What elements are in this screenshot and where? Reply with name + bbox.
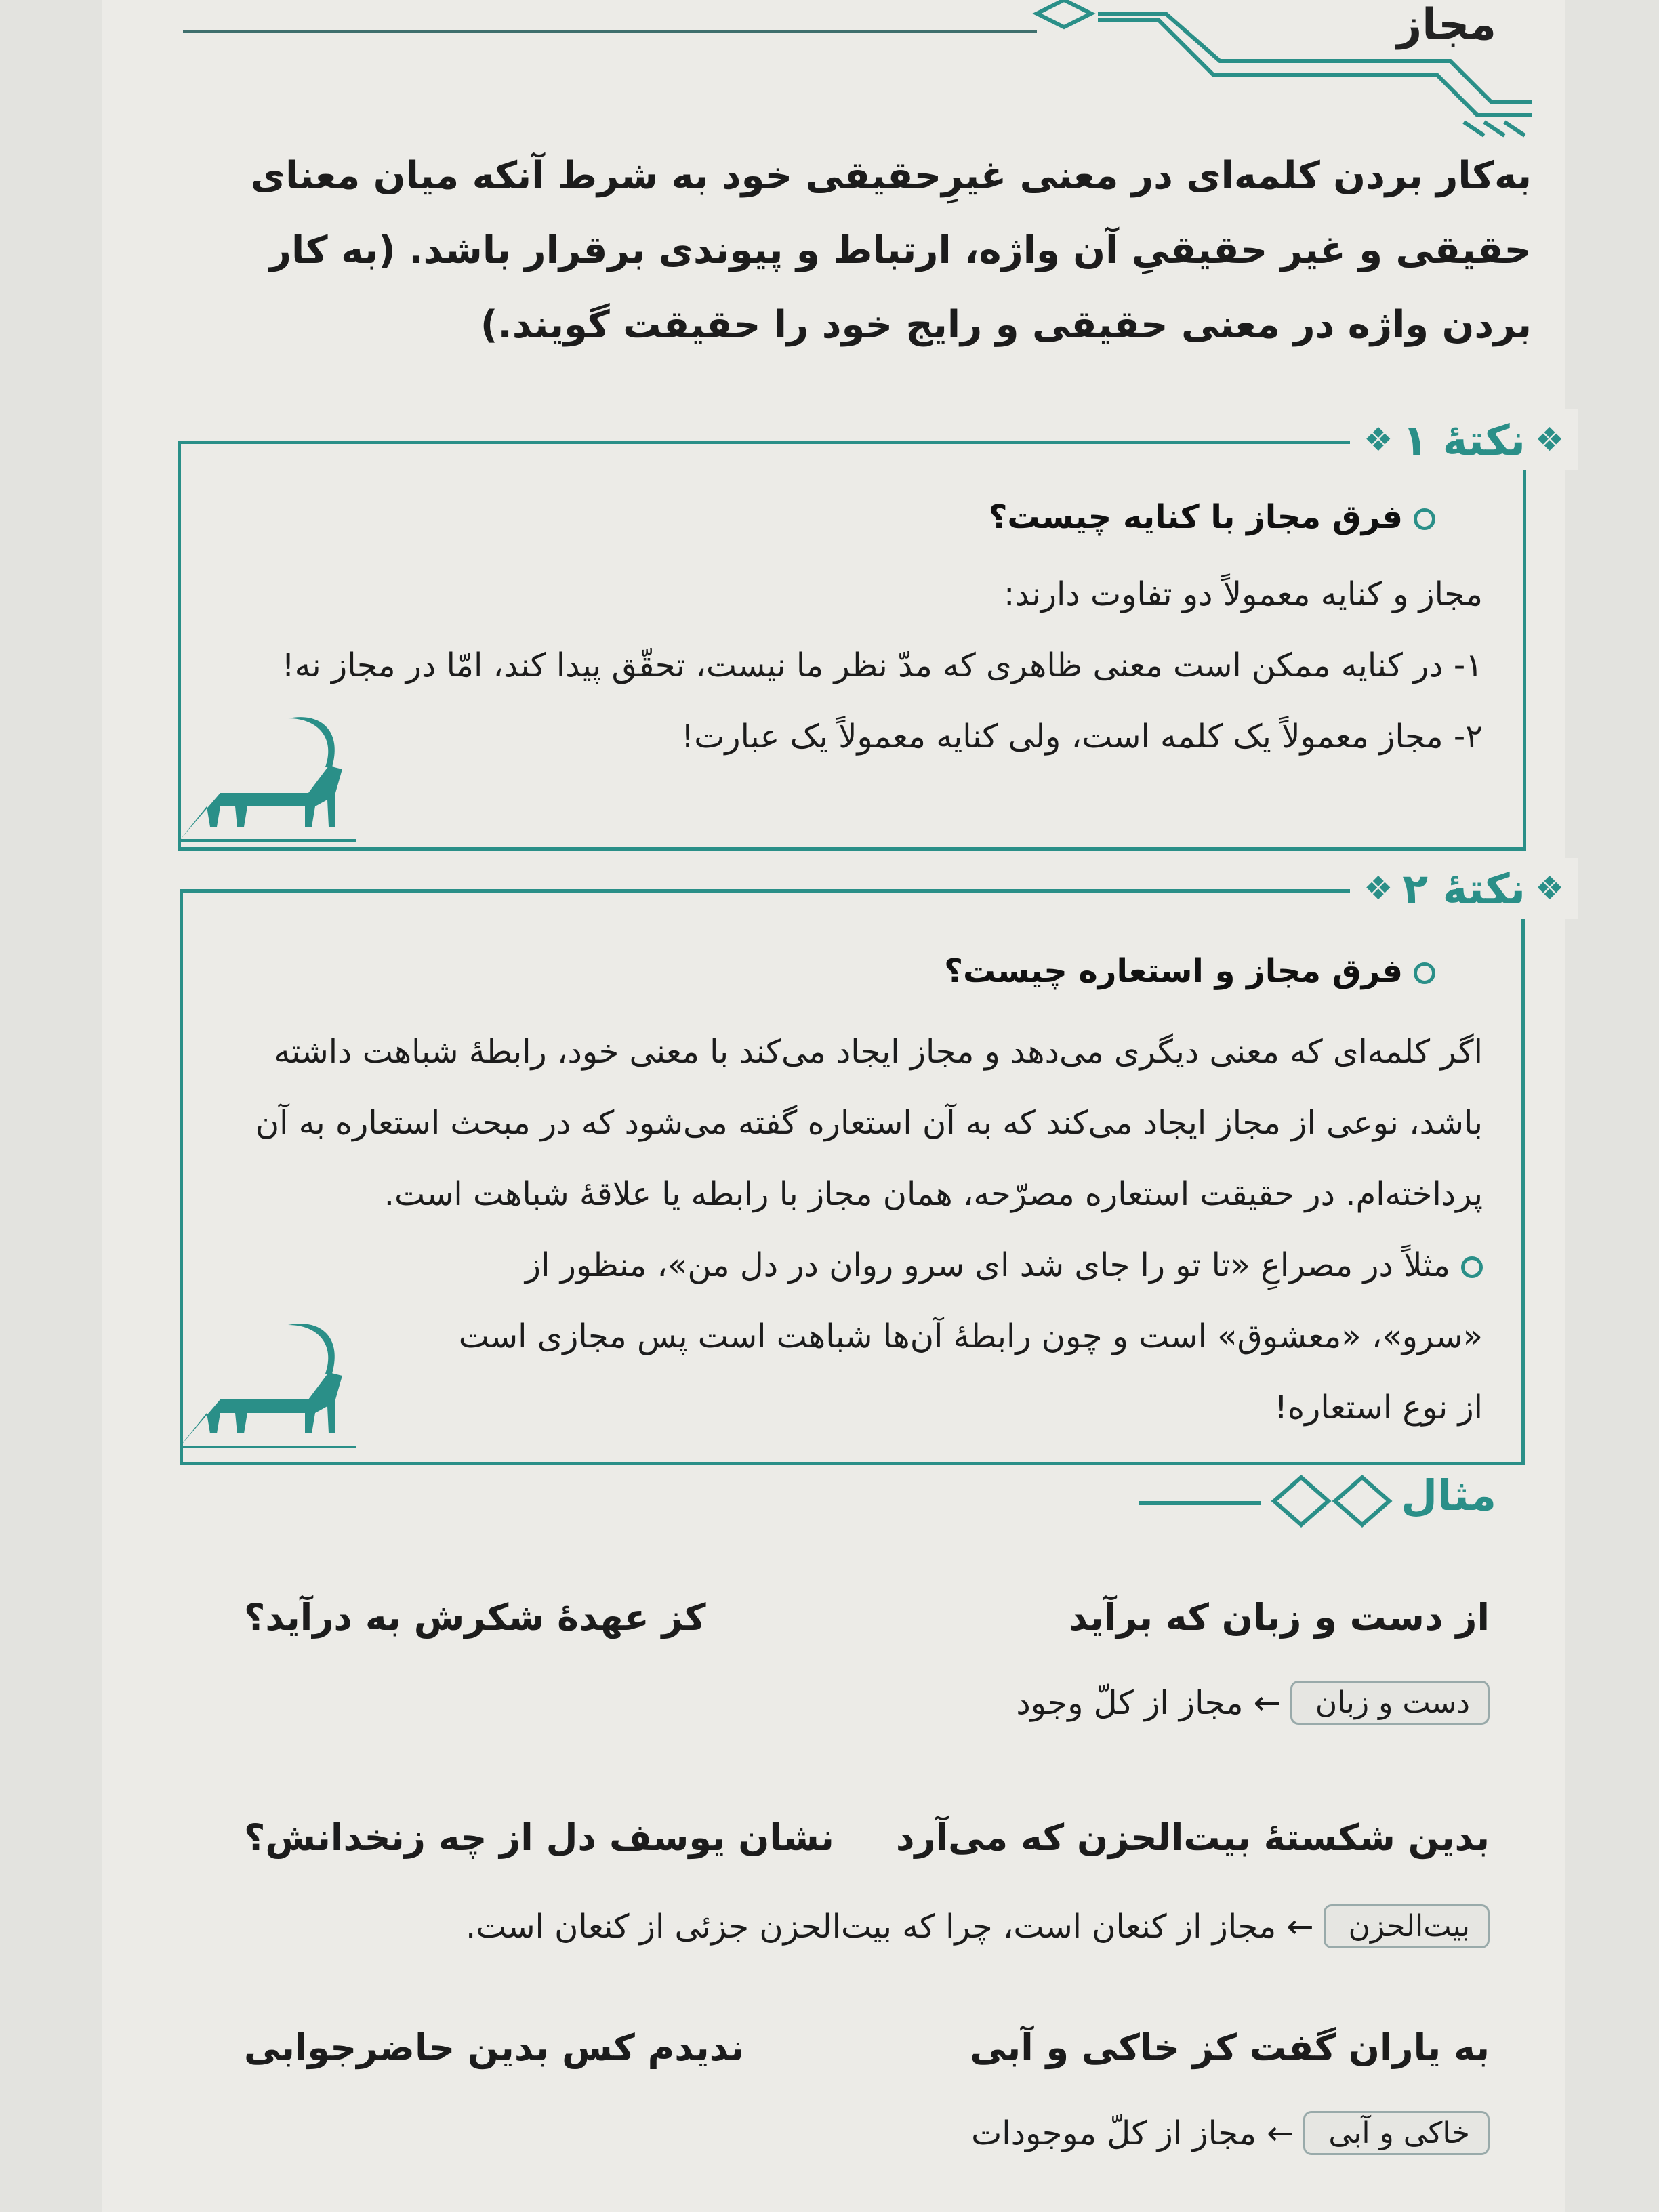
note2-example-line-3: از نوع استعاره! [1274, 1389, 1483, 1427]
note1-line-1: مجاز و کنایه معمولاً دو تفاوت دارند: [1004, 575, 1483, 613]
term-tag: بیت‌الحزن [1324, 1904, 1490, 1948]
bullet-icon [1461, 1256, 1483, 1278]
ornament-left-icon: ❖ [1364, 869, 1393, 907]
verse-hemistich-left: ندیدم کس بدین حاضرجوابی [244, 2026, 745, 2069]
note2-line-2: باشد، نوعی از مجاز ایجاد می‌کند که به آن استعاره گفته می‌شود که در مبحث استعاره به آن [255, 1104, 1483, 1142]
ornament-right-icon: ❖ [1534, 869, 1564, 907]
example-explanation-3 [971, 2111, 1490, 2155]
note1-question [989, 498, 1435, 536]
bullet-icon [1414, 962, 1435, 984]
example-explanation-2 [466, 1904, 1490, 1948]
note-tag-1 [1350, 409, 1578, 470]
note2-line-1: اگر کلمه‌ای که معنی دیگری می‌دهد و مجاز ایجاد می‌کند با معنی خود، رابطهٔ شباهت داشته [274, 1033, 1483, 1071]
definition-paragraph: به‌کار بردن کلمه‌ای در معنی غیرِحقیقی خود به شرط آنکه میان معنای حقیقی و غیر حقیقیِ آن واژه، ارتباط و پیوندی برقرار باشد. (به کار بردن واژه در معنی حقیقی و رایج خود را حقیقت گویند.) [250, 154, 1532, 347]
verse-hemistich-right: به یاران گفت کز خاکی و آبی [970, 2026, 1490, 2069]
note1-line-3: ۲- مجاز معمولاً یک کلمه است، ولی کنایه معمولاً یک عبارت! [680, 718, 1483, 756]
ornament-left-icon: ❖ [1364, 421, 1393, 459]
verse-hemistich-right: از دست و زبان که برآید [1069, 1596, 1490, 1639]
example-verse-1 [244, 1596, 1490, 1639]
note-tag-label: نکتهٔ ۲ [1402, 863, 1525, 914]
note-tag-label: نکتهٔ ۱ [1402, 415, 1525, 465]
term-tag: دست و زبان [1290, 1681, 1490, 1725]
verse-hemistich-left: کز عهدهٔ شکرش به درآید؟ [244, 1596, 706, 1639]
note1-line-2: ۱- در کنایه ممکن است معنی ظاهری که مدّ نظر ما نیست، تحقّق پیدا کند، امّا در مجاز نه! [281, 647, 1483, 684]
ibex-icon [173, 1311, 363, 1454]
ornament-right-icon: ❖ [1534, 421, 1564, 459]
note2-example-line-1: مثلاً در مصراعِ «تا تو را جای شد ای سرو روان در دل من»، منظور از [290, 1230, 1483, 1300]
example-label: مثال [1401, 1471, 1496, 1520]
verse-hemistich-left: نشان یوسف دل از چه زنخدانش؟ [244, 1816, 834, 1859]
verse-hemistich-right: بدین شکستهٔ بیت‌الحزن که می‌آرد [895, 1816, 1490, 1859]
header-rule [183, 30, 1037, 33]
note2-example-line-2: «سرو»، «معشوق» است و چون رابطهٔ آن‌ها شباهت است پس مجازی است [458, 1317, 1483, 1355]
note1-question-text: فرق مجاز با کنایه چیست؟ [988, 498, 1403, 536]
note-tag-2 [1350, 858, 1578, 919]
term-tag: خاکی و آبی [1303, 2111, 1490, 2155]
section-title: مجاز [1397, 0, 1496, 50]
note2-question [944, 952, 1435, 990]
example-explanation-1 [1016, 1681, 1490, 1725]
bullet-icon [1414, 508, 1435, 530]
explanation-text: ← مجاز از کنعان است، چرا که بیت‌الحزن جزئی از کنعان است. [465, 1907, 1314, 1946]
example-verse-3 [244, 2026, 1490, 2069]
note2-line-3: پرداخته‌ام. در حقیقت استعاره مصرّحه، همان مجاز با رابطه یا علاقهٔ شباهت است. [384, 1175, 1483, 1213]
explanation-text: ← مجاز از کلّ وجود [1016, 1683, 1281, 1722]
explanation-text: ← مجاز از کلّ موجودات [971, 2114, 1294, 2152]
note2-question-text: فرق مجاز و استعاره چیست؟ [944, 952, 1403, 990]
example-verse-2 [244, 1816, 1490, 1859]
ibex-icon [173, 705, 363, 847]
